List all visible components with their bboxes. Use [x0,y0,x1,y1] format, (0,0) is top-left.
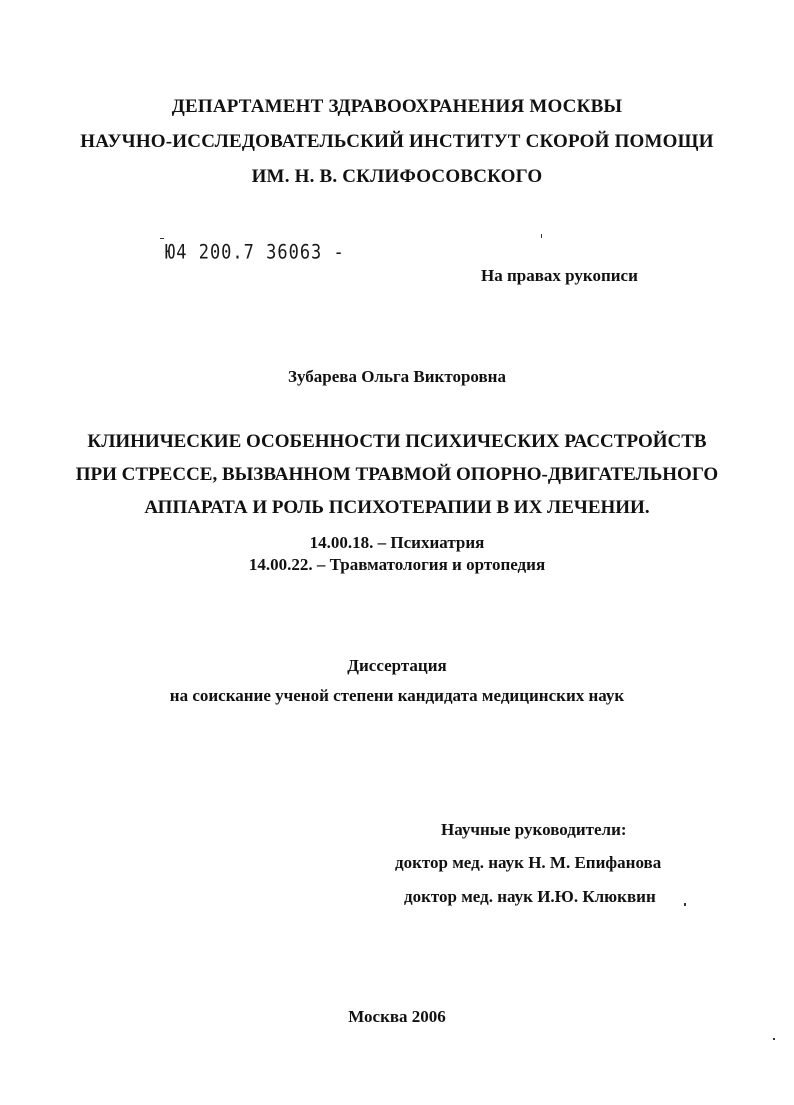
archive-stamp-number: Ю4 200.7 36063 - [165,241,345,264]
scan-speck [773,1038,775,1040]
dissertation-title-line-1: КЛИНИЧЕСКИЕ ОСОБЕННОСТИ ПСИХИЧЕСКИХ РАССТРОЙСТВ [87,431,707,452]
degree-purpose: на соискание ученой степени кандидата медицинских наук [169,686,625,705]
manuscript-rights-label: На правах рукописи [481,266,638,285]
department-name: ДЕПАРТАМЕНТ ЗДРАВООХРАНЕНИЯ МОСКВЫ [171,96,623,117]
dissertation-title-line-2: ПРИ СТРЕССЕ, ВЫЗВАННОМ ТРАВМОЙ ОПОРНО-ДВИГАТЕЛЬНОГО [75,464,719,485]
supervisor-1: доктор мед. наук Н. М. Епифанова [395,853,662,872]
author-name: Зубарева Ольга Викторовна [288,367,506,386]
city-and-year: Москва 2006 [348,1007,446,1026]
institute-name: НАУЧНО-ИССЛЕДОВАТЕЛЬСКИЙ ИНСТИТУТ СКОРОЙ ПОМОЩИ [80,131,714,152]
supervisors-heading: Научные руководители: [441,820,627,839]
scan-speck [684,903,686,906]
scan-speck [541,234,542,238]
document-type-label: Диссертация [347,656,447,675]
institute-dedication: ИМ. Н. В. СКЛИФОСОВСКОГО [251,166,543,187]
dissertation-title-line-3: АППАРАТА И РОЛЬ ПСИХОТЕРАПИИ В ИХ ЛЕЧЕНИИ. [144,497,650,518]
specialty-traumatology: 14.00.22. – Травматология и ортопедия [248,555,546,574]
scan-speck [160,238,164,239]
specialty-psychiatry: 14.00.18. – Психиатрия [309,533,485,552]
supervisor-2: доктор мед. наук И.Ю. Клюквин [404,887,656,906]
